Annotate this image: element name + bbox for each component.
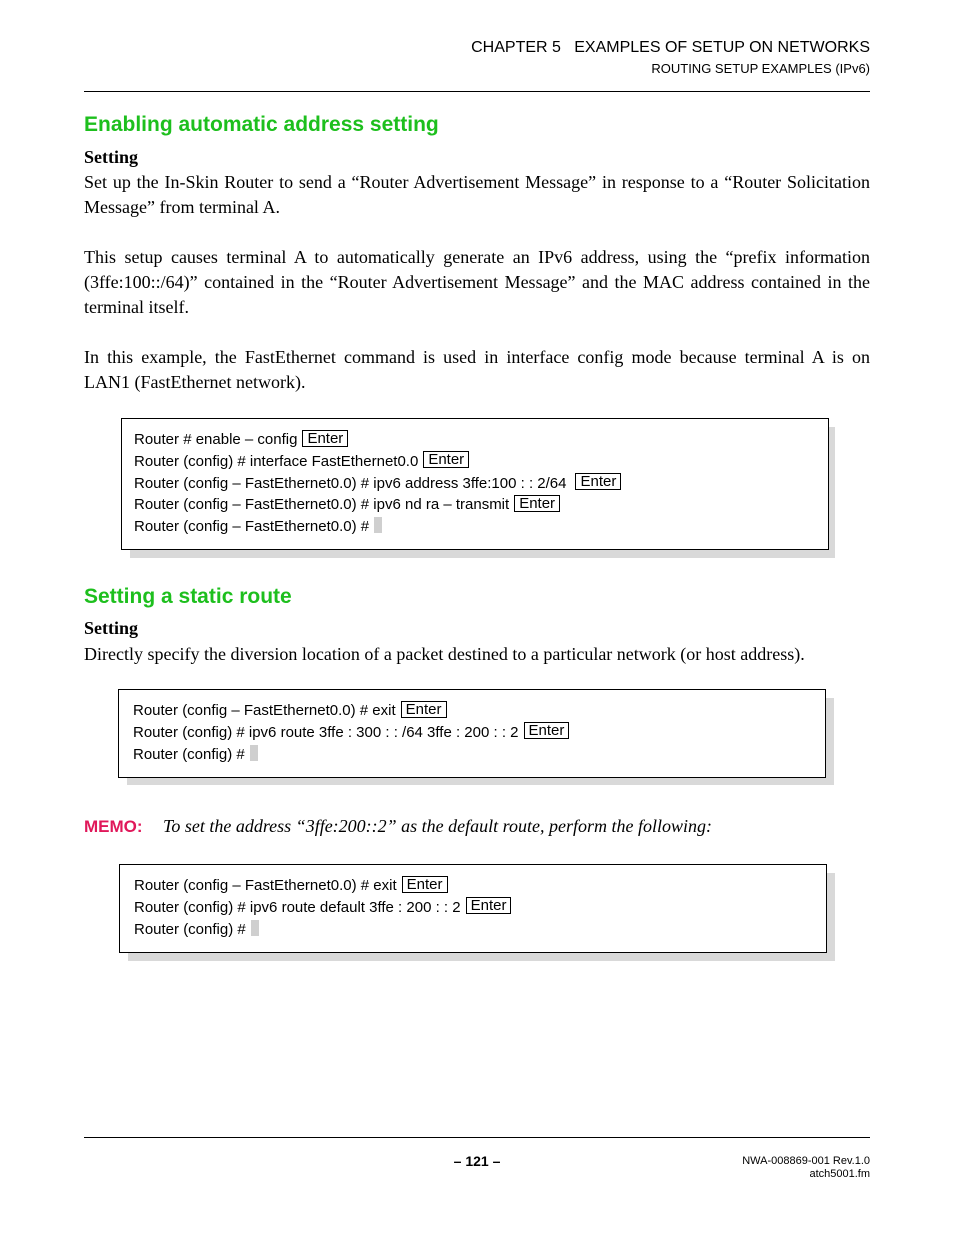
cursor-block <box>374 517 382 533</box>
command-text: Router (config) # ipv6 route 3ffe : 300 : : /64 3ffe : 200 : : 2 <box>133 723 519 741</box>
command-text: Router (config) # <box>133 745 245 763</box>
command-text: Router (config) # ipv6 route default 3ffe : 200 : : 2 <box>134 898 461 916</box>
document-id: NWA-008869-001 Rev.1.0 <box>742 1155 870 1167</box>
command-text: Router # enable – config <box>134 431 298 448</box>
section-header: ROUTING SETUP EXAMPLES (IPv6) <box>651 61 870 76</box>
file-name: atch5001.fm <box>809 1168 870 1180</box>
command-line <box>134 451 828 473</box>
paragraph-line: LAN1 (FastEthernet network). <box>84 372 306 392</box>
section-title-auto-address: Enabling automatic address setting <box>84 113 439 136</box>
setting-subheading: Setting <box>84 618 138 638</box>
paragraph-intro <box>84 170 870 220</box>
paragraph-line: In this example, the FastEthernet command is used in interface config mode because terminal A is on <box>84 347 870 367</box>
setting-subheading: Setting <box>84 147 138 167</box>
command-box-default-route <box>119 864 827 953</box>
paragraph-static-route <box>84 642 870 667</box>
command-text: Router (config) # <box>134 920 246 938</box>
command-line <box>133 700 825 722</box>
header-rule <box>84 91 870 92</box>
enter-key: Enter <box>401 701 447 718</box>
command-line <box>134 494 828 516</box>
cursor-block <box>250 745 258 761</box>
command-text: Router (config – FastEthernet0.0) # exit <box>134 877 397 894</box>
enter-key: Enter <box>466 897 512 914</box>
enter-key: Enter <box>423 451 469 468</box>
memo-text: To set the address “3ffe:200::2” as the default route, perform the following: <box>163 816 712 836</box>
command-line <box>133 744 825 766</box>
memo-label: MEMO: <box>84 817 143 836</box>
footer-rule <box>84 1137 870 1138</box>
paragraph-line: This setup causes terminal A to automatically generate an IPv6 address, using the “prefix information <box>84 247 870 267</box>
cursor-block <box>251 920 259 936</box>
command-line <box>134 429 828 451</box>
command-line <box>134 473 828 495</box>
paragraph-setup-effect <box>84 245 870 320</box>
enter-key: Enter <box>575 473 621 490</box>
paragraph-line: Set up the In-Skin Router to send a “Router Advertisement Message” in response to a “Router Solicitation <box>84 172 870 192</box>
enter-key: Enter <box>302 430 348 447</box>
command-box-static-route <box>118 689 826 778</box>
command-text: Router (config – FastEthernet0.0) # <box>134 518 370 536</box>
paragraph-line: terminal itself. <box>84 297 189 317</box>
chapter-header: CHAPTER 5 EXAMPLES OF SETUP ON NETWORKS <box>471 39 870 56</box>
section-title-static-route: Setting a static route <box>84 585 292 608</box>
command-box-auto-address <box>121 418 829 550</box>
command-text: Router (config – FastEthernet0.0) # exit <box>133 702 396 719</box>
command-line <box>134 919 826 941</box>
command-line <box>133 722 825 744</box>
paragraph-line: Directly specify the diversion location of a packet destined to a particular network (or host address). <box>84 644 805 664</box>
page-number: – 121 – <box>453 1153 501 1169</box>
command-line <box>134 897 826 919</box>
command-text: Router (config – FastEthernet0.0) # ipv6 address 3ffe:100 : : 2/64 <box>134 474 567 492</box>
command-text: Router (config) # interface FastEthernet0.0 <box>134 452 419 470</box>
paragraph-line: (3ffe:100::/64)” contained in the “Router Advertisement Message” and the MAC address contained in the <box>84 272 870 292</box>
enter-key: Enter <box>402 876 448 893</box>
paragraph-example <box>84 345 870 395</box>
paragraph-line: Message” from terminal A. <box>84 197 280 217</box>
enter-key: Enter <box>524 722 570 739</box>
command-line <box>134 875 826 897</box>
command-text: Router (config – FastEthernet0.0) # ipv6 nd ra – transmit <box>134 496 510 514</box>
enter-key: Enter <box>514 495 560 512</box>
command-line <box>134 516 828 538</box>
